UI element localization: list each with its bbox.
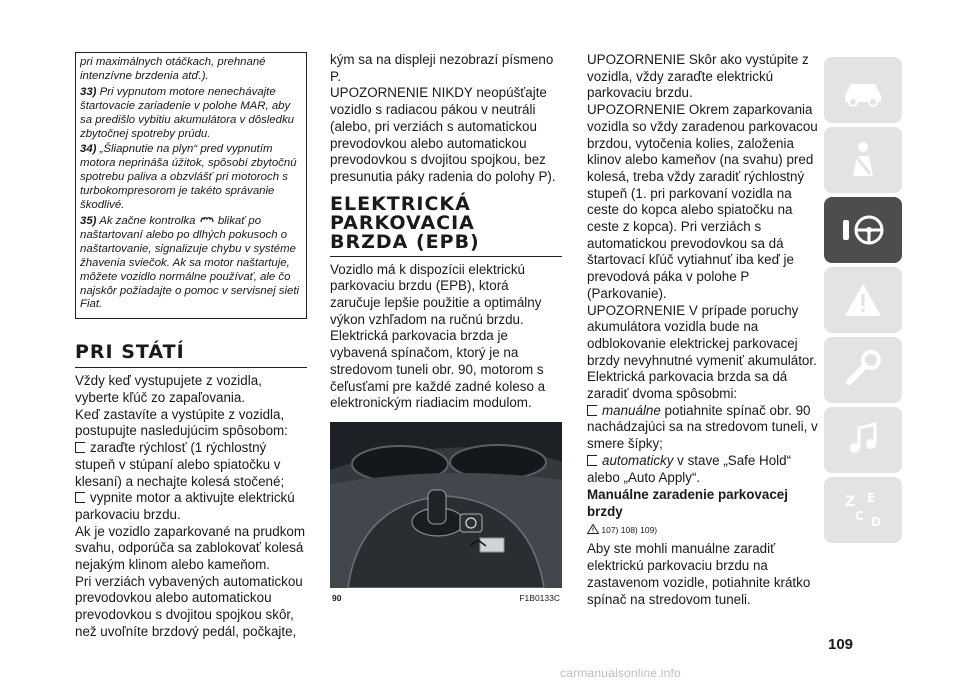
note-item-34: 34) „Šliapnutie na plyn“ pred vypnutím motora neprináša úžitok, spôsobí zbytočnú spotrebu paliva a obzvlášť pri motoroch s turbokompresorom je takéto správanie škodlivé. [80,143,297,212]
paragraph: UPOZORNENIE V prípade poruchy akumulátora vozidla bude na odblokovanie elektrickej parkovacej brzdy nevyhnutné vymeniť akumulátor. [587,302,817,368]
paragraph: Aby ste mohli manuálne zaradiť elektrickú parkovaciu brzdu na zastavenom vozidle, potiahnite krátko spínač na stredovom tuneli. [587,541,811,607]
paragraph: Keď zastavíte a vystúpite z vozidla, postupujte nasledujúcim spôsobom: [75,406,288,439]
paragraph: UPOZORNENIE Skôr ako vystúpite z vozidla, vždy zaraďte elektrickú parkovaciu brzdu. [587,52,809,101]
service-wrench-icon [839,346,887,394]
key-steering-wheel-icon [839,206,887,254]
car-dashboard-icon [839,66,887,114]
bullet-item: automaticky v stave „Safe Hold“ alebo „Auto Apply“. [587,452,792,485]
glow-plug-warning-icon [199,215,215,224]
column-middle [330,52,562,607]
paragraph: UPOZORNENIE Okrem zaparkovania vozidla so vždy zaradenou parkovacou brzdou, vytočenia kolies, založenia klinov alebo kameňov (na svahu) pred kolesá, treba vždy zaradiť rýchlostný stupeň (1. pri parkovaní vozidla na ceste do kopca alebo spiatočku na ceste z kopca). Pri verziách s automatickou prevodovkou sa dá štartovací kľúč vytiahnuť iba keď je prevodová páka v polohe P (Parkovanie). [587,102,818,301]
paragraph: UPOZORNENIE NIKDY neopúšťajte vozidlo s radiacou pákou v neutráli (alebo, pri verziách s automatickou prevodovkou alebo automatickou prevodovkou s dvojitou spojkou, bez presunutia páky radenia do polohy P). [330,85,556,184]
tab-index[interactable] [824,477,902,543]
svg-text:D: D [871,515,881,529]
paragraph: Vždy keď vystupujete z vozidla, vyberte kľúč zo zapaľovania. [75,373,262,406]
bullet-marker-icon [587,405,597,416]
chapter-tabs [824,57,904,547]
warning-triangle-small-icon [587,524,599,534]
warning-references: 107) 108) 109) [587,522,819,539]
svg-text:C: C [855,509,864,523]
seatbelt-person-icon [839,136,887,184]
center-tunnel-illustration [330,422,562,588]
bullet-item: zaraďte rýchlosť (1 rýchlostný stupeň v stúpaní alebo spiatočku v klesaní) a nechajte kolesá stočené; [75,440,285,489]
alphabet-index-icon [839,486,887,534]
warning-triangle-icon [839,276,887,324]
figure-code: F1B0133C [519,592,560,603]
section-heading-parking: PRI STÁTÍ [75,343,307,368]
tab-maintenance[interactable] [824,337,902,403]
bullet-item: vypnite motor a aktivujte elektrickú parkovaciu brzdu. [75,490,295,522]
note-box [75,52,307,319]
paragraph: kým sa na displeji nezobrazí písmeno P. [330,52,554,84]
figure-number: 90 [332,592,342,603]
subheading-manual-apply: Manuálne zaradenie parkovacej brzdy [587,487,788,519]
svg-text:E: E [867,491,876,505]
tab-multimedia[interactable] [824,407,902,473]
svg-text:Z: Z [845,494,856,510]
note-item-35: 35) Ak začne kontrolka blikať po naštartovaní alebo po dlhých pokusoch o naštartovanie, signalizuje chybu v systéme žhavenia sviečok. Ak sa motor naštartuje, môžete vozidlo normálne používať, ale čo najskôr požiadajte o pomoc v servisnej sieti Fiat. [80,214,300,311]
bullet-marker-icon [587,455,597,466]
paragraph: Ak je vozidlo zaparkované na prudkom svahu, odporúča sa zablokovať kolesá nejakým klinom alebo kameňom. [75,523,306,573]
tab-safety[interactable] [824,127,902,193]
note-item-33: 33) Pri vypnutom motore nenechávajte štartovacie zariadenie v polohe MAR, aby sa predišlo vybitiu akumulátora v dôsledku zbytočnej spotreby prúdu. [80,85,295,140]
column-right [587,52,819,608]
figure-epb-switch-photo [330,422,562,588]
page-number: 109 [828,636,854,653]
tab-car-dashboard[interactable] [824,57,902,123]
column-left [75,52,307,641]
paragraph: Elektrická parkovacia brzda je vybavená spínačom, ktorý je na stredovom tuneli obr. 90, motorom s čeľusťami pre každé zadné koleso a elektronickým riadiacim modulom. [330,328,546,411]
bullet-marker-icon [75,442,85,453]
bullet-item: manuálne potiahnite spínač obr. 90 nachádzajúci sa na stredovom tuneli, v smere šípky; [587,402,818,452]
watermark: carmanualsonline.info [560,666,681,680]
section-heading-epb: ELEKTRICKÁ PARKOVACIA BRZDA (EPB) [330,195,562,257]
tab-starting-driving[interactable] [824,197,902,263]
paragraph: Vozidlo má k dispozícii elektrickú parkovaciu brzdu (EPB), ktorá zaručuje lepšie použitie a optimálny výkon vzhľadom na ručnú brzdu. [330,261,542,327]
figure-caption [330,588,562,607]
multimedia-icon [839,416,887,464]
note-lead: pri maximálnych otáčkach, prehnané intenzívne brzdenia atď.). [80,56,266,82]
paragraph: Pri verziách vybavených automatickou prevodovkou alebo automatickou prevodovkou s dvojitou spojkou skôr, než uvoľníte brzdový pedál, počkajte, [75,573,303,639]
paragraph: Elektrická parkovacia brzda sa dá zaradiť dvoma spôsobmi: [587,369,788,402]
tab-emergency[interactable] [824,267,902,333]
bullet-marker-icon [75,492,85,503]
